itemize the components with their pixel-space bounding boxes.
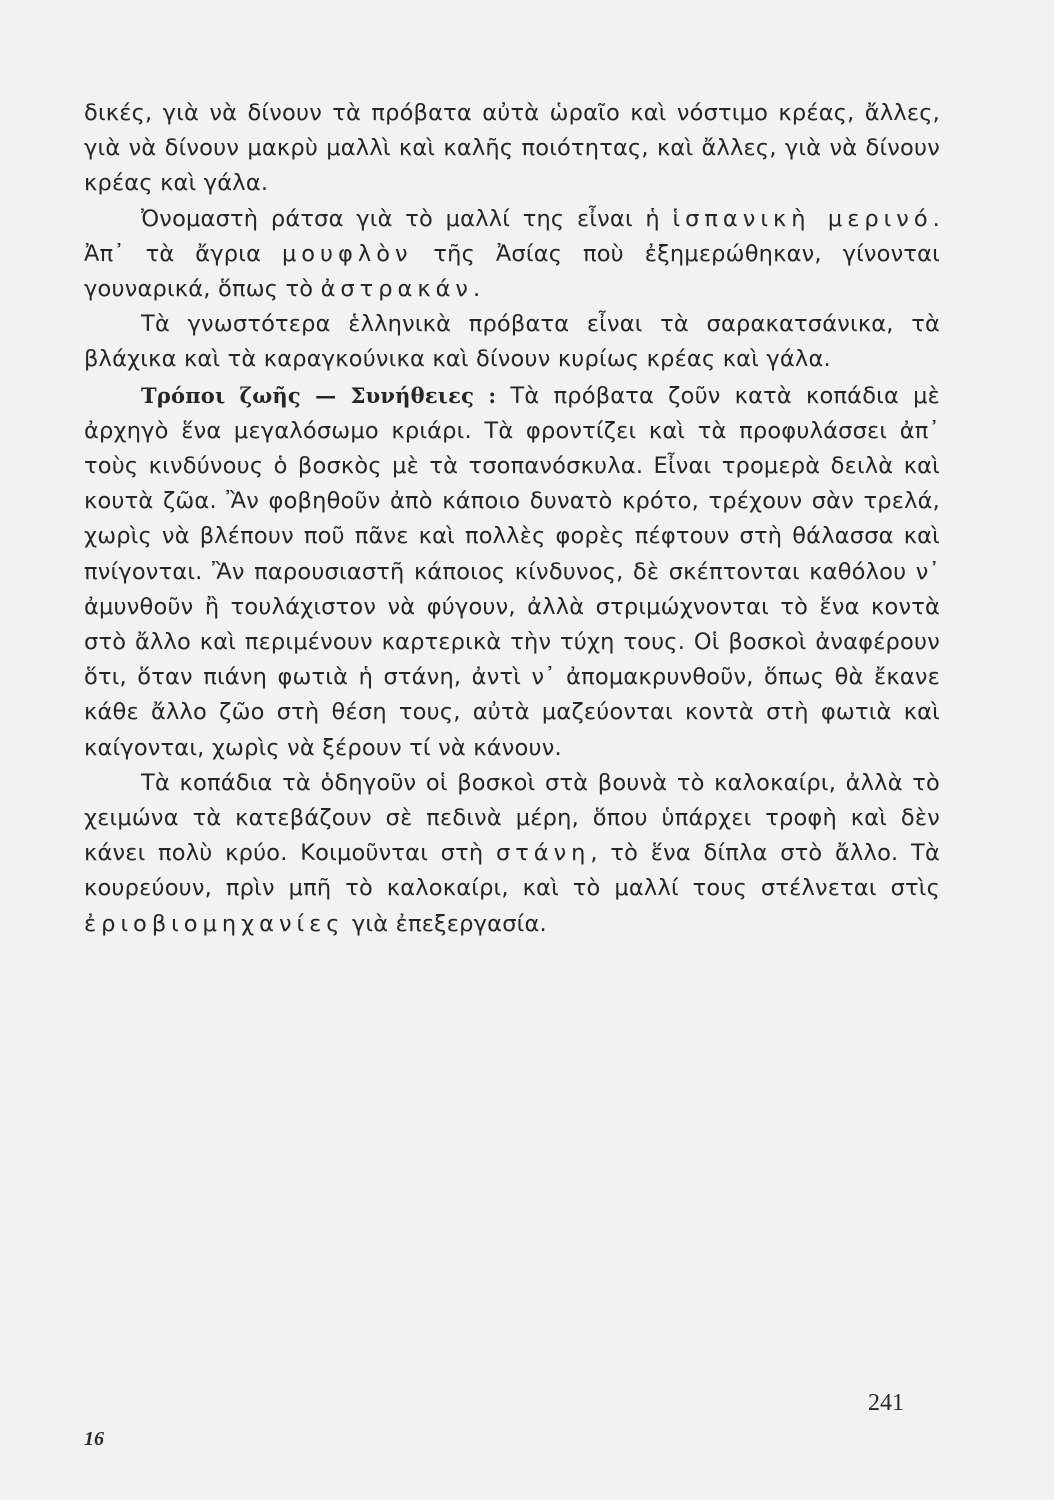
paragraph-3-text: Τὰ γνωστότερα ἑλληνικὰ πρόβατα εἶναι τὰ σαρακατσάνικα, τὰ βλάχικα καὶ τὰ καραγκούνικα καὶ δίνουν κυρίως κρέας καὶ γάλα. bbox=[84, 311, 940, 373]
paragraph-5 bbox=[84, 766, 940, 942]
paragraph-2-part-1: Ὀνομαστὴ ράτσα γιὰ τὸ μαλλί της εἶναι ἡ bbox=[141, 205, 673, 232]
term-astrakan: ἀστρακάν bbox=[320, 276, 473, 303]
paragraph-2 bbox=[84, 202, 940, 308]
term-eriovionichanies: ἐριοβιομηχανίες bbox=[84, 910, 345, 937]
printer-signature: 16 bbox=[84, 1428, 104, 1450]
term-mouflon: μουφλὸν bbox=[281, 240, 413, 267]
paragraph-2-part-2: . Ἀπ᾿ τὰ ἄγρια bbox=[84, 205, 940, 267]
paragraph-5-part-3: γιὰ ἐπεξεργασία. bbox=[344, 910, 547, 937]
paragraph-2-part-4: . bbox=[473, 276, 481, 303]
paragraph-5-part-1: Τὰ κοπάδια τὰ ὁδηγοῦν οἱ βοσκοὶ στὰ βουνὰ τὸ καλοκαίρι, ἀλλὰ τὸ χειμώνα τὰ κατεβάζουν σὲ πεδινὰ μέρη, ὅπου ὑπάρχει τροφὴ καὶ δὲν κάνει πολὺ κρύο. Κοιμοῦνται στὴ bbox=[84, 769, 940, 867]
section-heading: Τρόποι ζωῆς — Συνήθειες : bbox=[141, 382, 497, 408]
page-number: 241 bbox=[868, 1390, 904, 1416]
paragraph-4-text: Τὰ πρόβατα ζοῦν κατὰ κοπάδια μὲ ἀρχηγὸ ἕνα μεγαλόσωμο κριάρι. Τὰ φροντίζει καὶ τὰ προφυλάσσει ἀπ᾿ τοὺς κινδύνους ὁ βοσκὸς μὲ τὰ τσοπανόσκυλα. Εἶναι τρομερὰ δειλὰ καὶ κουτὰ ζῶα. Ἂν φοβηθοῦν ἀπὸ κάποιο δυνατὸ κρότο, τρέχουν σὰν τρελά, χωρὶς νὰ βλέπουν ποῦ πᾶνε καὶ πολλὲς φορὲς πέφτουν στὴ θάλασσα καὶ πνίγονται. Ἂν παρουσιαστῆ κάποιος κίνδυνος, δὲ σκέπτονται καθόλου ν᾿ ἀμυνθοῦν ἢ τουλάχιστον νὰ φύγουν, ἀλλὰ στριμώχνονται τὸ ἕνα κοντὰ στὸ ἄλλο καὶ περιμένουν καρτερικὰ τὴν τύχη τους. Οἱ βοσκοὶ ἀναφέρουν ὅτι, ὅταν πιάνη φωτιὰ ἡ στάνη, ἀντὶ ν᾿ ἀπομακρυνθοῦν, ὅπως θὰ ἔκανε κάθε ἄλλο ζῶο στὴ θέση τους, αὐτὰ μαζεύονται κοντὰ στὴ φωτιὰ καὶ καίγονται, χωρὶς νὰ ξέρουν τί νὰ κάνουν. bbox=[84, 382, 940, 761]
paragraph-2-part-3: τῆς Ἀσίας ποὺ ἐξημερώθηκαν, γίνονται γουναρικά, ὅπως τὸ bbox=[84, 240, 940, 303]
paragraph-4 bbox=[84, 378, 940, 766]
paragraph-3 bbox=[84, 307, 940, 377]
paragraph-5-part-2: , τὸ ἕνα δίπλα στὸ ἄλλο. Τὰ κουρεύουν, πρὶν μπῆ τὸ καλοκαίρι, καὶ τὸ μαλλί τους στέλνεται στὶς bbox=[84, 840, 940, 902]
body-text bbox=[84, 96, 940, 942]
term-stani: στάνη bbox=[495, 840, 591, 867]
paragraph-1 bbox=[84, 96, 940, 202]
paragraph-1-text: δικές, γιὰ νὰ δίνουν τὰ πρόβατα αὐτὰ ὡραῖο καὶ νόστιμο κρέας, ἄλλες, γιὰ νὰ δίνουν μακρὺ μαλλὶ καὶ καλῆς ποιότητας, καὶ ἄλλες, γιὰ νὰ δίνουν κρέας καὶ γάλα. bbox=[84, 100, 940, 197]
term-ispaniki-merino: ἱσπανικὴ μερινό bbox=[672, 205, 933, 232]
